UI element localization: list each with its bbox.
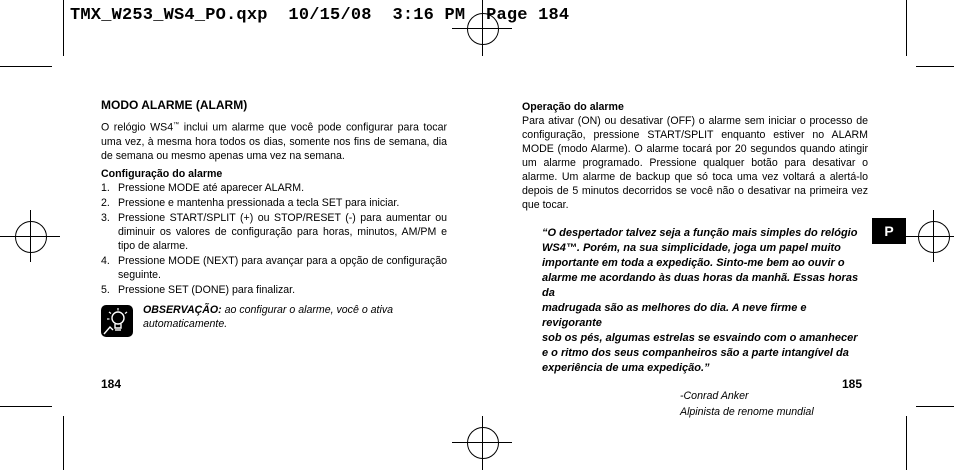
steps-list — [101, 181, 447, 297]
section-title: MODO ALARME (ALARM) — [101, 98, 248, 112]
right-column — [522, 100, 868, 420]
crop-mark — [916, 406, 954, 407]
list-item: 5. Pressione SET (DONE) para finalizar. — [101, 283, 296, 296]
quote-line: importante em toda a expedição. Sinto-me bem ao ouvir o — [542, 257, 845, 269]
crop-mark — [906, 0, 907, 56]
crop-mark — [906, 416, 907, 470]
list-item: 3. Pressione START/SPLIT (+) ou STOP/RESET (-) para aumentar ou diminuir os valores de configuração para horas, minutos, AM/PM e tipo de alarme. — [101, 211, 447, 252]
quote-line: WS4™. Porém, na sua simplicidade, joga um papel muito — [542, 242, 841, 254]
intro-paragraph: O relógio WS4™ inclui um alarme que você pode configurar para tocar uma vez, à mesma hora todos os dias, somente nos fins de semana, dia de semana ou mesmo apenas uma vez na semana. — [101, 121, 447, 162]
quote-attribution — [680, 388, 868, 420]
list-item: 1. Pressione MODE até aparecer ALARM. — [101, 181, 305, 194]
quote-line: sob os pés, algumas estrelas se esvaindo com o amanhecer — [542, 332, 858, 344]
attribution-role: Alpinista de renome mundial — [680, 406, 814, 418]
config-heading: Configuração do alarme — [101, 167, 223, 180]
note-label: OBSERVAÇÃO: — [143, 303, 222, 316]
list-item: 2. Pressione e mantenha pressionada a tecla SET para iniciar. — [101, 196, 400, 209]
quote-line: experiência de uma expedição.” — [542, 362, 710, 374]
crop-mark — [0, 66, 52, 67]
quote-block — [542, 226, 868, 376]
page-number-right: 185 — [842, 377, 863, 391]
quote-line: “O despertador talvez seja a função mais simples do relógio — [542, 227, 858, 239]
quote-line: madrugada são as melhores do dia. A neve firme e revigorante — [542, 302, 807, 329]
page-number-left: 184 — [101, 377, 122, 391]
lightbulb-icon — [101, 305, 133, 337]
left-column — [101, 98, 447, 335]
crop-mark — [916, 66, 954, 67]
operation-paragraph: Para ativar (ON) ou desativar (OFF) o alarme sem iniciar o processo de configuração, pressione START/SPLIT enquanto estiver no ALARM MODE (modo Alarme). O alarme tocará por 20 segundos quando atingir um alarme programado. Pressione qualquer botão para desativar o alarme. Um alarme de backup que só toca uma vez voltará a alertá-lo depois de 5 minutos decorridos se você não o desativar na primeira vez que tocar. — [522, 115, 868, 211]
crop-mark — [63, 0, 64, 56]
crop-mark — [63, 416, 64, 470]
operation-heading: Operação do alarme — [522, 101, 624, 113]
note-text: ao configurar o alarme, você o ativa automaticamente. — [143, 303, 394, 330]
language-tab: P — [872, 218, 906, 244]
note-box — [101, 303, 447, 335]
quote-line: e o ritmo dos seus companheiros são a parte intangível da — [542, 347, 849, 359]
file-header: TMX_W253_WS4_PO.qxp 10/15/08 3:16 PM Page 184 — [70, 6, 570, 25]
list-item: 4. Pressione MODE (NEXT) para avançar para a opção de configuração seguinte. — [101, 254, 447, 281]
quote-line: alarme me acordando às duas horas da manhã. Essas horas da — [542, 272, 859, 299]
crop-mark — [0, 406, 52, 407]
attribution-name: -Conrad Anker — [680, 390, 749, 402]
